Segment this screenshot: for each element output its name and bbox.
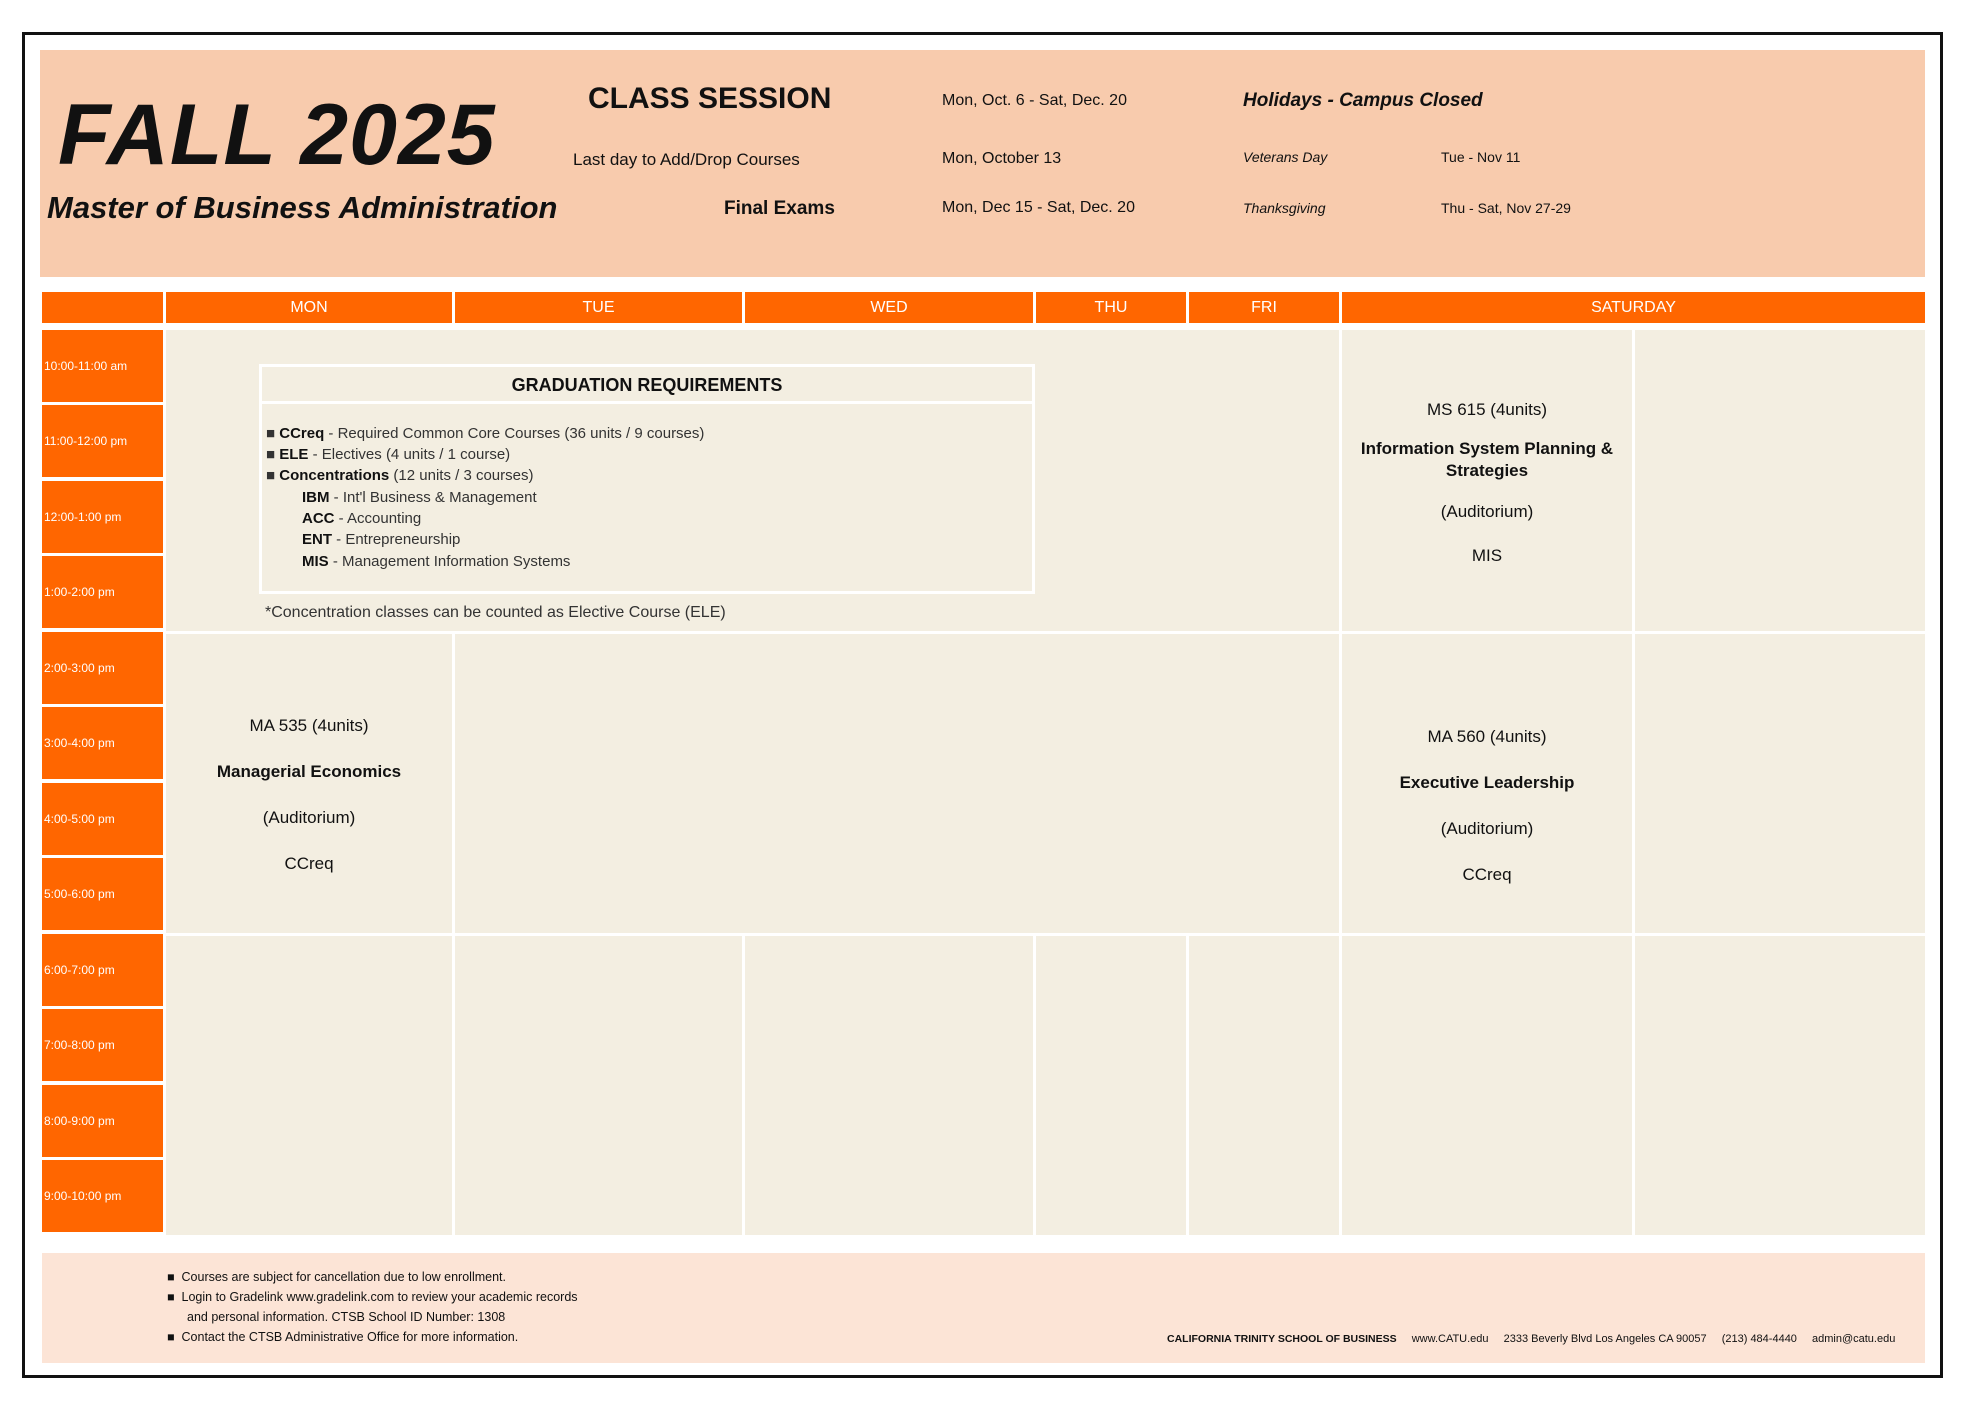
concentration-code: ENT	[302, 531, 332, 548]
add-drop-label: Last day to Add/Drop Courses	[573, 150, 800, 169]
course-name: Information System Planning & Strategies	[1360, 439, 1614, 480]
concentration-code: IBM	[302, 489, 330, 506]
holiday-name: Thanksgiving	[1243, 200, 1326, 216]
requirement-code: CCreq	[279, 425, 325, 442]
course-name: Executive Leadership	[1399, 773, 1575, 792]
time-column-header	[42, 292, 163, 323]
requirement-text: - Required Common Core Courses (36 units / 9 courses)	[324, 425, 705, 442]
bullet-icon: ■	[266, 425, 276, 442]
schedule-cell-sat-afternoon-2[interactable]	[1635, 634, 1925, 933]
day-header-mon: MON	[166, 292, 452, 323]
bullet-icon: ■	[266, 446, 276, 463]
schedule-cell-wed-evening[interactable]	[745, 936, 1033, 1235]
concentration-mis	[302, 553, 570, 570]
schedule-cell-sat-evening-2[interactable]	[1635, 936, 1925, 1235]
schedule-cell-tue-evening[interactable]	[455, 936, 742, 1235]
course-code: MA 535 (4units)	[249, 716, 369, 735]
school-contact	[1167, 1333, 1895, 1345]
footer-note: ■ Contact the CTSB Administrative Office for more information.	[167, 1330, 519, 1344]
school-email[interactable]: admin@catu.edu	[1812, 1333, 1896, 1345]
bullet-icon: ■	[266, 467, 276, 484]
course-category: MIS	[1471, 546, 1503, 565]
time-slot: 12:00-1:00 pm	[42, 481, 163, 553]
time-slot: 1:00-2:00 pm	[42, 556, 163, 628]
day-header-thu: THU	[1036, 292, 1186, 323]
concentration-acc	[302, 510, 421, 527]
schedule-cell-thu-evening[interactable]	[1036, 936, 1186, 1235]
course-ma535[interactable]	[166, 716, 452, 884]
school-name: CALIFORNIA TRINITY SCHOOL OF BUSINESS	[1167, 1333, 1397, 1345]
time-slot: 9:00-10:00 pm	[42, 1160, 163, 1232]
time-slot: 10:00-11:00 am	[42, 330, 163, 402]
course-code: MS 615 (4units)	[1427, 400, 1547, 419]
concentration-note: *Concentration classes can be counted as Elective Course (ELE)	[265, 604, 726, 621]
holidays-title: Holidays - Campus Closed	[1243, 90, 1483, 111]
program-title: Master of Business Administration	[47, 190, 558, 225]
footer-note: ■ Login to Gradelink www.gradelink.com to review your academic records	[167, 1290, 578, 1304]
course-name: Managerial Economics	[216, 762, 402, 781]
course-code: MA 560 (4units)	[1427, 727, 1547, 746]
bullet-icon: ■	[167, 1330, 175, 1344]
time-slot: 8:00-9:00 pm	[42, 1085, 163, 1157]
day-header-wed: WED	[745, 292, 1033, 323]
header-banner	[40, 50, 1925, 277]
time-slot: 11:00-12:00 pm	[42, 405, 163, 477]
footer	[42, 1253, 1925, 1363]
concentration-text: - Accounting	[334, 510, 422, 527]
course-ms615[interactable]	[1342, 400, 1632, 576]
school-address: 2333 Beverly Blvd Los Angeles CA 90057	[1503, 1333, 1707, 1345]
bullet-icon: ■	[167, 1270, 175, 1284]
footer-note: ■ Courses are subject for cancellation due to low enrollment.	[167, 1270, 506, 1284]
concentration-text: - Management Information Systems	[328, 553, 571, 570]
requirement-code: Concentrations	[279, 467, 390, 484]
schedule-cell-sat-evening-1[interactable]	[1342, 936, 1632, 1235]
graduation-requirements-title: GRADUATION REQUIREMENTS	[262, 367, 1032, 404]
weekday-afternoon-block	[455, 634, 1339, 933]
graduation-requirements-box	[259, 364, 1035, 594]
course-room: (Auditorium)	[1440, 819, 1534, 838]
day-header-tue: TUE	[455, 292, 742, 323]
class-session-label: CLASS SESSION	[588, 82, 832, 115]
final-exams-label: Final Exams	[724, 198, 835, 219]
requirement-text: (12 units / 3 courses)	[389, 467, 534, 484]
course-category: CCreq	[284, 854, 334, 873]
footer-note: and personal information. CTSB School ID Number: 1308	[187, 1310, 506, 1324]
term-title: FALL 2025	[58, 87, 496, 183]
schedule-cell-fri-evening[interactable]	[1189, 936, 1339, 1235]
requirement-text: - Electives (4 units / 1 course)	[308, 446, 511, 463]
time-slot: 3:00-4:00 pm	[42, 707, 163, 779]
time-slot: 2:00-3:00 pm	[42, 632, 163, 704]
holiday-name: Veterans Day	[1243, 149, 1328, 165]
holiday-date: Thu - Sat, Nov 27-29	[1441, 200, 1571, 216]
requirement-code: ELE	[279, 446, 309, 463]
course-room: (Auditorium)	[1440, 502, 1534, 521]
schedule-cell-sat-morning-2[interactable]	[1635, 330, 1925, 631]
time-slot: 6:00-7:00 pm	[42, 934, 163, 1006]
course-category: CCreq	[1462, 865, 1512, 884]
concentration-ent	[302, 531, 460, 548]
time-slot: 7:00-8:00 pm	[42, 1009, 163, 1081]
class-session-dates: Mon, Oct. 6 - Sat, Dec. 20	[942, 92, 1127, 109]
schedule-cell-mon-evening[interactable]	[166, 936, 452, 1235]
time-slot: 5:00-6:00 pm	[42, 858, 163, 930]
school-phone: (213) 484-4440	[1721, 1333, 1797, 1345]
course-ma560[interactable]	[1342, 727, 1632, 895]
day-header-fri: FRI	[1189, 292, 1339, 323]
requirement-ele	[266, 446, 510, 463]
add-drop-date: Mon, October 13	[942, 150, 1062, 167]
bullet-icon: ■	[167, 1290, 175, 1304]
holiday-date: Tue - Nov 11	[1441, 149, 1521, 165]
requirement-concentrations	[266, 467, 533, 484]
course-room: (Auditorium)	[262, 808, 356, 827]
school-website[interactable]: www.CATU.edu	[1411, 1333, 1489, 1345]
requirement-ccreq	[266, 425, 704, 442]
concentration-text: - Int'l Business & Management	[329, 489, 537, 506]
day-header-saturday: SATURDAY	[1342, 292, 1925, 323]
concentration-ibm	[302, 489, 537, 506]
concentration-text: - Entrepreneurship	[332, 531, 461, 548]
time-slot: 4:00-5:00 pm	[42, 783, 163, 855]
final-exams-dates: Mon, Dec 15 - Sat, Dec. 20	[942, 199, 1135, 216]
concentration-code: MIS	[302, 553, 329, 570]
concentration-code: ACC	[302, 510, 335, 527]
